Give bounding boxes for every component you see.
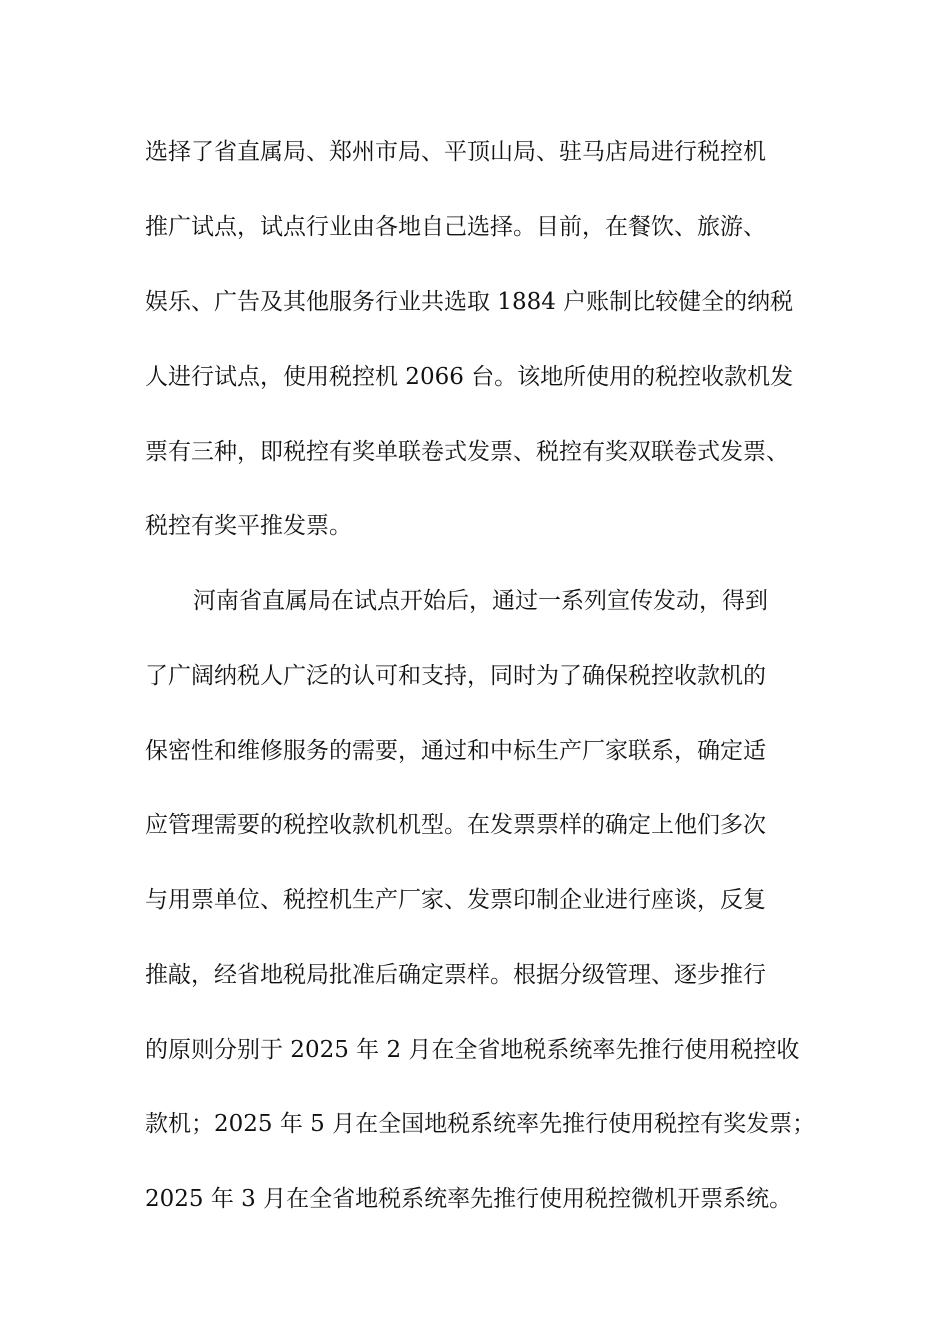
text-line: 选择了省直属局、郑州市局、平顶山局、驻马店局进行税控机	[145, 139, 766, 165]
text-line: 了广阔纳税人广泛的认可和支持，同时为了确保税控收款机的	[145, 663, 766, 689]
text-line: 推敲，经省地税局批准后确定票样。根据分级管理、逐步推行	[145, 962, 766, 988]
text-line: 人进行试点，使用税控机 2066 台。该地所使用的税控收款机发	[145, 364, 794, 390]
text-line: 款机；2025 年 5 月在全国地税系统率先推行使用税控有奖发票；	[145, 1111, 816, 1137]
text-line: 与用票单位、税控机生产厂家、发票印制企业进行座谈，反复	[145, 887, 766, 913]
text-line: 推广试点，试点行业由各地自己选择。目前，在餐饮、旅游、	[145, 214, 766, 240]
text-line: 税控有奖平推发票。	[145, 513, 352, 539]
paragraph-first-line: 河南省直属局在试点开始后，通过一系列宣传发动，得到	[193, 588, 768, 614]
text-line: 娱乐、广告及其他服务行业共选取 1884 户账制比较健全的纳税	[145, 289, 794, 315]
text-line: 保密性和维修服务的需要，通过和中标生产厂家联系，确定适	[145, 738, 766, 764]
text-line: 2025 年 3 月在全省地税系统率先推行使用税控微机开票系统。	[145, 1186, 793, 1212]
text-line: 应管理需要的税控收款机机型。在发票票样的确定上他们多次	[145, 812, 766, 838]
text-line: 票有三种，即税控有奖单联卷式发票、税控有奖双联卷式发票、	[145, 439, 789, 465]
text-line: 的原则分别于 2025 年 2 月在全省地税系统率先推行使用税控收	[145, 1037, 800, 1063]
